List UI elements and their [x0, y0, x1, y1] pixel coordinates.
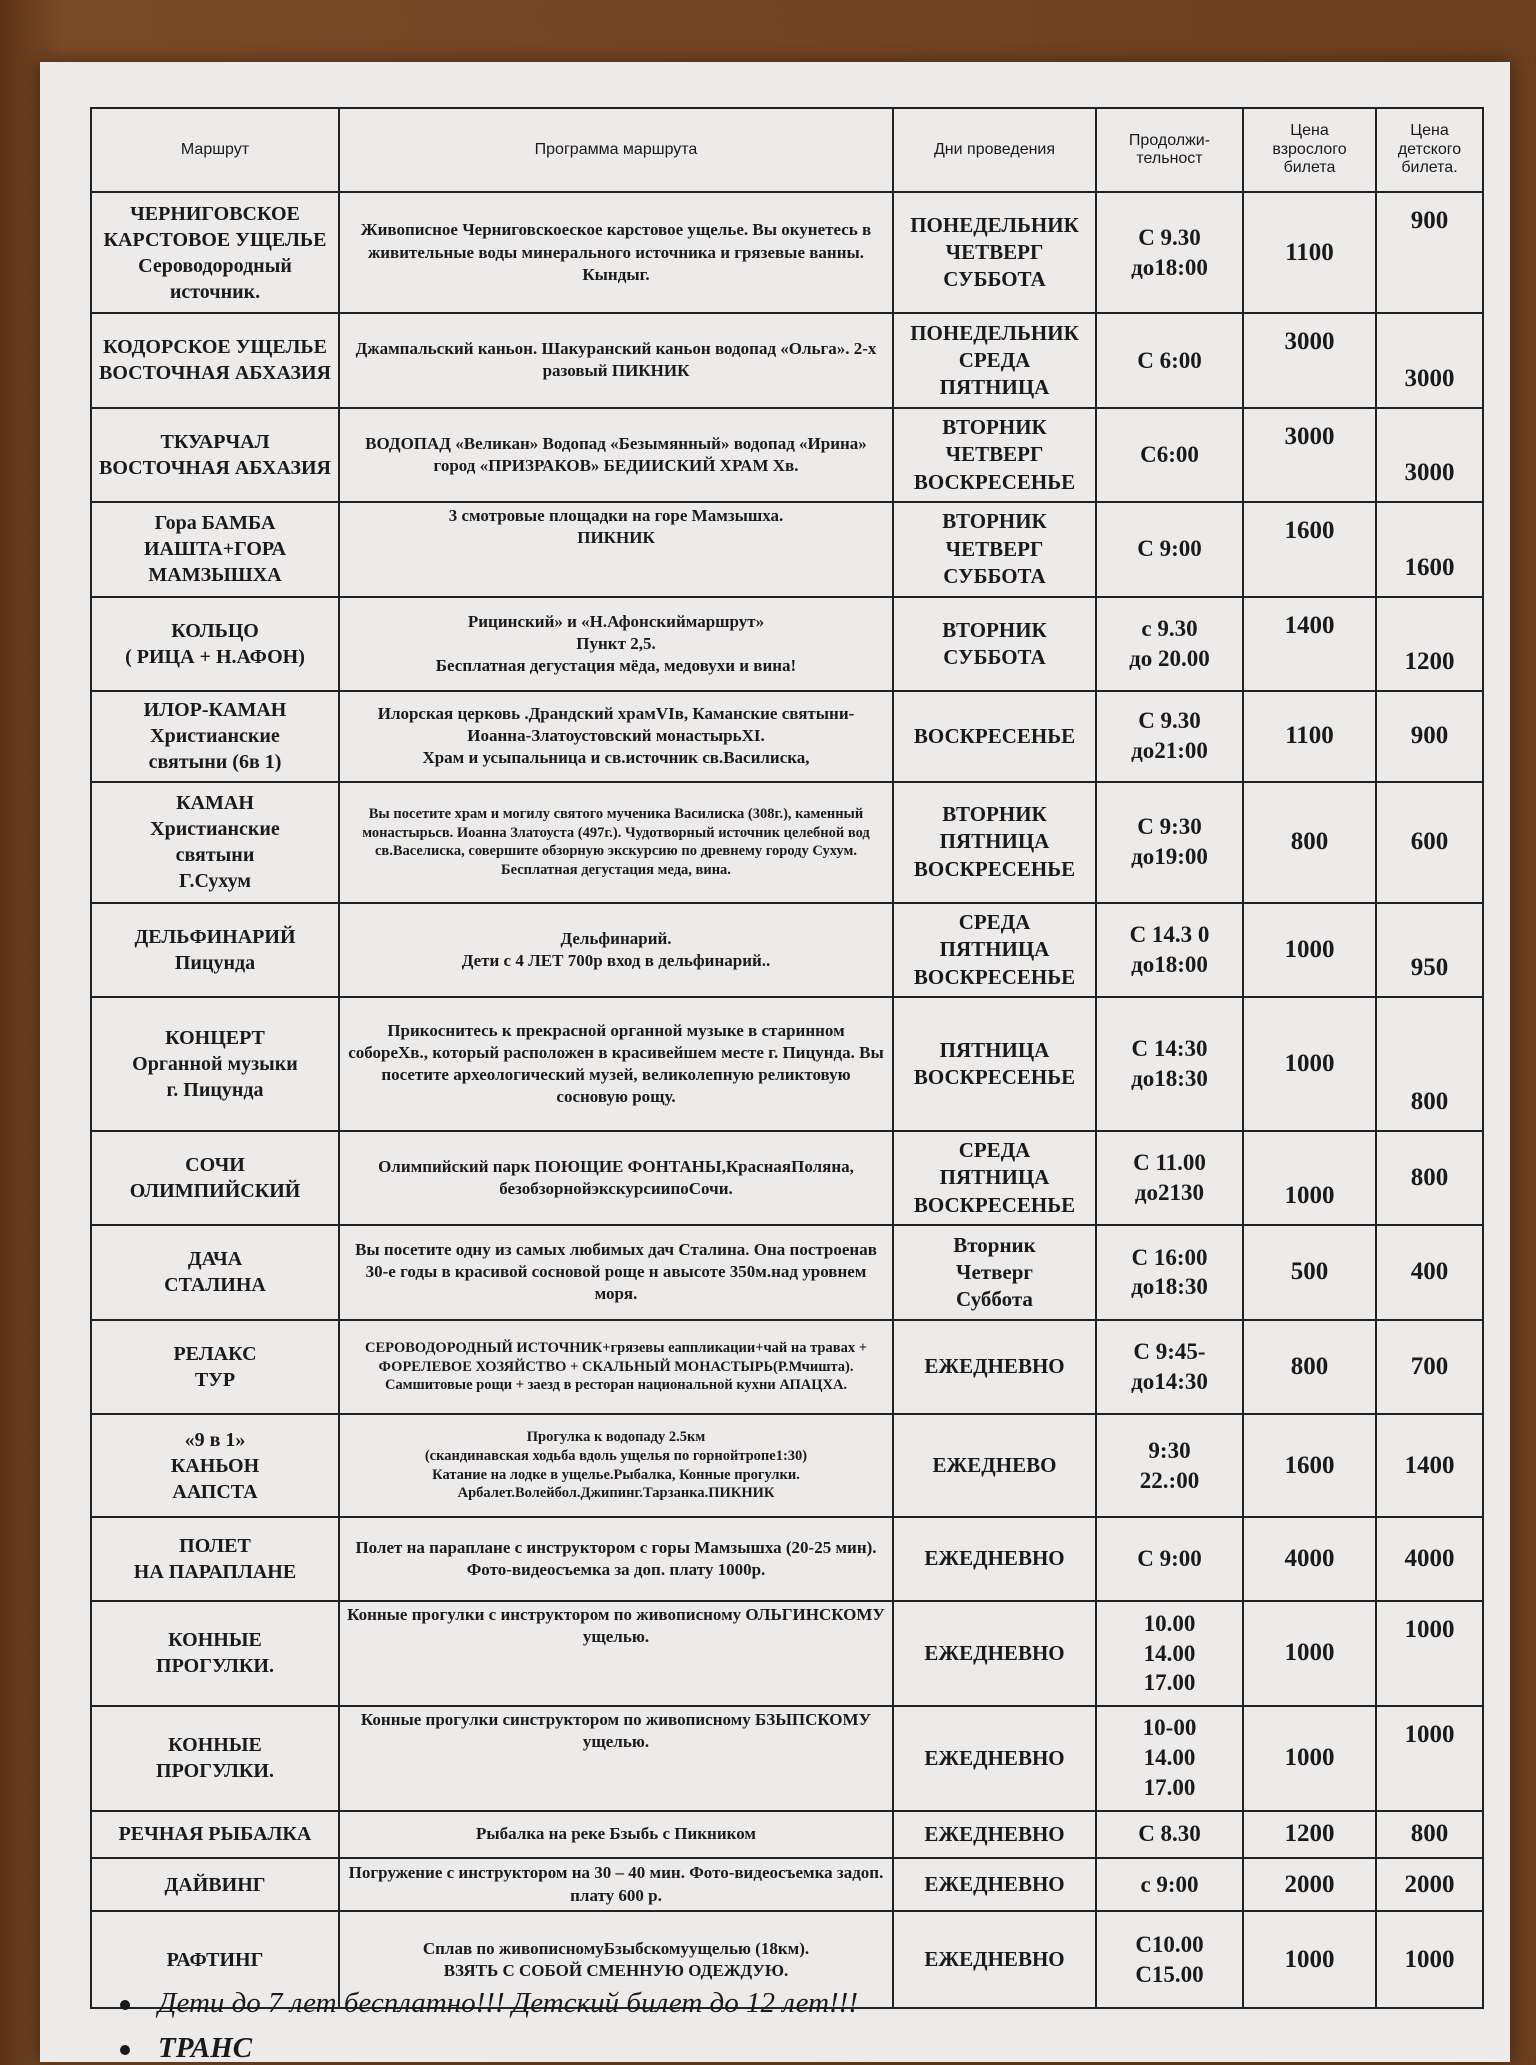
days-cell: ЕЖЕДНЕВНО — [893, 1811, 1096, 1858]
program-cell: Полет на параплане с инструктором с горы Мамзышха (20-25 мин). Фото-видеосъемка за доп. плату 1000р. — [339, 1517, 893, 1601]
header-program: Программа маршрута — [339, 108, 893, 192]
route-cell: ДЕЛЬФИНАРИЙ Пицунда — [91, 903, 339, 997]
program-cell: Сплав по живописномуБзыбскомуущелью (18км). ВЗЯТЬ С СОБОЙ СМЕННУЮ ОДЕЖДУЮ. — [339, 1911, 893, 2008]
days-cell: ПОНЕДЕЛЬНИК ЧЕТВЕРГ СУББОТА — [893, 192, 1096, 313]
program-cell: Конные прогулки синструктором по живописному БЗЫПСКОМУ ущелью. — [339, 1706, 893, 1811]
price-sheet — [40, 62, 1510, 2062]
route-cell: РЕЧНАЯ РЫБАЛКА — [91, 1811, 339, 1858]
table-row — [91, 1858, 1483, 1911]
days-cell: ЕЖЕДНЕВНО — [893, 1601, 1096, 1706]
duration-cell: С 16:00 до18:30 — [1096, 1225, 1243, 1319]
child-price-cell: 950 — [1376, 903, 1483, 997]
route-cell: КОННЫЕ ПРОГУЛКИ. — [91, 1706, 339, 1811]
route-cell: КОНЦЕРТ Органной музыки г. Пицунда — [91, 997, 339, 1131]
adult-price-cell: 800 — [1243, 1320, 1376, 1414]
child-price-cell: 400 — [1376, 1225, 1483, 1319]
excursion-table — [90, 107, 1484, 2009]
adult-price-cell: 2000 — [1243, 1858, 1376, 1911]
adult-price-cell: 3000 — [1243, 408, 1376, 502]
child-price-cell: 1000 — [1376, 1601, 1483, 1706]
table-row — [91, 691, 1483, 781]
bullet-icon — [120, 2000, 130, 2010]
header-days: Дни проведения — [893, 108, 1096, 192]
table-row — [91, 1706, 1483, 1811]
duration-cell: С 11.00 до2130 — [1096, 1131, 1243, 1225]
adult-price-cell: 1100 — [1243, 691, 1376, 781]
adult-price-cell: 1000 — [1243, 997, 1376, 1131]
route-cell: Гора БАМБА ИАШТА+ГОРА МАМЗЫШХА — [91, 502, 339, 596]
child-price-cell: 2000 — [1376, 1858, 1483, 1911]
days-cell: ЕЖЕДНЕВНО — [893, 1320, 1096, 1414]
table-row — [91, 782, 1483, 903]
program-cell: Конные прогулки с инструктором по живописному ОЛЬГИНСКОМУ ущелью. — [339, 1601, 893, 1706]
table-row — [91, 1601, 1483, 1706]
header-duration: Продолжи- тельност — [1096, 108, 1243, 192]
route-cell: ДАЧА СТАЛИНА — [91, 1225, 339, 1319]
adult-price-cell: 4000 — [1243, 1517, 1376, 1601]
route-cell: ЧЕРНИГОВСКОЕ КАРСТОВОЕ УЩЕЛЬЕ Сероводородный источник. — [91, 192, 339, 313]
footer-note — [120, 1987, 858, 2020]
adult-price-cell: 1000 — [1243, 903, 1376, 997]
duration-cell: С 14:30 до18:30 — [1096, 997, 1243, 1131]
duration-cell: С 6:00 — [1096, 313, 1243, 407]
header-adult-price: Цена взрослого билета — [1243, 108, 1376, 192]
program-cell: Дельфинарий. Дети с 4 ЛЕТ 700р вход в дельфинарий.. — [339, 903, 893, 997]
adult-price-cell: 800 — [1243, 782, 1376, 903]
days-cell: ВТОРНИК ЧЕТВЕРГ СУББОТА — [893, 502, 1096, 596]
duration-cell: С 14.3 0 до18:00 — [1096, 903, 1243, 997]
days-cell: ВТОРНИК СУББОТА — [893, 597, 1096, 691]
table-row — [91, 1225, 1483, 1319]
header-route: Маршрут — [91, 108, 339, 192]
child-price-cell: 800 — [1376, 1811, 1483, 1858]
child-price-cell: 1200 — [1376, 597, 1483, 691]
route-cell: СОЧИ ОЛИМПИЙСКИЙ — [91, 1131, 339, 1225]
days-cell: ВОСКРЕСЕНЬЕ — [893, 691, 1096, 781]
table-row — [91, 313, 1483, 407]
program-cell: Вы посетите храм и могилу святого мученика Василиска (308г.), каменный монастырьсв. Иоанна Златоуста (497г.). Чудотворный источник целебной вод св.Васелиска, совершите обзорную экскурсию по древнему городу Сухум. Бесплатная дегустация меда, вина. — [339, 782, 893, 903]
adult-price-cell: 1100 — [1243, 192, 1376, 313]
days-cell: ЕЖЕДНЕВНО — [893, 1517, 1096, 1601]
adult-price-cell: 1400 — [1243, 597, 1376, 691]
days-cell: ЕЖЕДНЕВО — [893, 1414, 1096, 1517]
child-price-cell: 700 — [1376, 1320, 1483, 1414]
program-cell: Рицинский» и «Н.Афонскиймаршрут» Пункт 2,5. Бесплатная дегустация мёда, медовухи и вина! — [339, 597, 893, 691]
days-cell: ПЯТНИЦА ВОСКРЕСЕНЬЕ — [893, 997, 1096, 1131]
header-child-price: Цена детского билета. — [1376, 108, 1483, 192]
duration-cell: 10-00 14.00 17.00 — [1096, 1706, 1243, 1811]
table-row — [91, 1517, 1483, 1601]
child-price-cell: 4000 — [1376, 1517, 1483, 1601]
duration-cell: С 9:00 — [1096, 1517, 1243, 1601]
route-cell: «9 в 1» КАНЬОН ААПСТА — [91, 1414, 339, 1517]
route-cell: ДАЙВИНГ — [91, 1858, 339, 1911]
table-body — [91, 192, 1483, 2008]
route-cell: КОННЫЕ ПРОГУЛКИ. — [91, 1601, 339, 1706]
route-cell: КАМАН Христианские святыни Г.Сухум — [91, 782, 339, 903]
table-row — [91, 997, 1483, 1131]
adult-price-cell: 500 — [1243, 1225, 1376, 1319]
duration-cell: с 9.30 до 20.00 — [1096, 597, 1243, 691]
duration-cell: С 8.30 — [1096, 1811, 1243, 1858]
days-cell: ПОНЕДЕЛЬНИК СРЕДА ПЯТНИЦА — [893, 313, 1096, 407]
duration-cell: 9:30 22.:00 — [1096, 1414, 1243, 1517]
table-row — [91, 408, 1483, 502]
program-cell: Погружение с инструктором на 30 – 40 мин. Фото-видеосъемка задоп. плату 600 р. — [339, 1858, 893, 1911]
duration-cell: С 9.30 до21:00 — [1096, 691, 1243, 781]
child-price-cell: 800 — [1376, 1131, 1483, 1225]
table-row — [91, 1811, 1483, 1858]
route-cell: ПОЛЕТ НА ПАРАПЛАНЕ — [91, 1517, 339, 1601]
child-price-cell: 900 — [1376, 691, 1483, 781]
adult-price-cell: 1600 — [1243, 502, 1376, 596]
table-row — [91, 192, 1483, 313]
route-cell: ТКУАРЧАЛ ВОСТОЧНАЯ АБХАЗИЯ — [91, 408, 339, 502]
duration-cell: С6:00 — [1096, 408, 1243, 502]
table-row — [91, 1320, 1483, 1414]
adult-price-cell: 1000 — [1243, 1911, 1376, 2008]
child-price-cell: 1600 — [1376, 502, 1483, 596]
program-cell: Вы посетите одну из самых любимых дач Сталина. Она построенав 30-е годы в красивой сосновой роще н авысоте 350м.над уровнем моря. — [339, 1225, 893, 1319]
days-cell: ЕЖЕДНЕВНО — [893, 1911, 1096, 2008]
duration-cell: с 9:00 — [1096, 1858, 1243, 1911]
duration-cell: С 9.30 до18:00 — [1096, 192, 1243, 313]
table-row — [91, 597, 1483, 691]
program-cell: СЕРОВОДОРОДНЫЙ ИСТОЧНИК+грязевы еаппликации+чай на травах + ФОРЕЛЕВОЕ ХОЗЯЙСТВО + СКАЛЬНЫЙ МОНАСТЫРЬ(Р.Мчишта). Самшитовые рощи + заезд в ресторан национальной кухни АПАЦХА. — [339, 1320, 893, 1414]
program-cell: 3 смотровые площадки на горе Мамзышха. ПИКНИК — [339, 502, 893, 596]
program-cell: Олимпийский парк ПОЮЩИЕ ФОНТАНЫ,КраснаяПоляна, безобзорнойэкскурсиипоСочи. — [339, 1131, 893, 1225]
child-price-cell: 1000 — [1376, 1706, 1483, 1811]
child-price-cell: 3000 — [1376, 313, 1483, 407]
child-price-cell: 900 — [1376, 192, 1483, 313]
table-row — [91, 1414, 1483, 1517]
footer-note-2 — [120, 2032, 252, 2065]
days-cell: ВТОРНИК ПЯТНИЦА ВОСКРЕСЕНЬЕ — [893, 782, 1096, 903]
duration-cell: С 9:00 — [1096, 502, 1243, 596]
program-cell: ВОДОПАД «Великан» Водопад «Безымянный» водопад «Ирина» город «ПРИЗРАКОВ» БЕДИИСКИЙ ХРАМ Хв. — [339, 408, 893, 502]
adult-price-cell: 1600 — [1243, 1414, 1376, 1517]
table-row — [91, 502, 1483, 596]
duration-cell: С 9:45- до14:30 — [1096, 1320, 1243, 1414]
program-cell: Прогулка к водопаду 2.5км (скандинавская ходьба вдоль ущелья по горнойтропе1:30) Катание на лодке в ущелье.Рыбалка, Конные прогулки. Арбалет.Волейбол.Джипинг.Тарзанка.ПИКНИК — [339, 1414, 893, 1517]
program-cell: Прикоснитесь к прекрасной органной музыке в старинном собореХв., который расположен в красивейшем месте г. Пицунда. Вы посетите археологический музей, великолепную реликтовую сосновую рощу. — [339, 997, 893, 1131]
adult-price-cell: 3000 — [1243, 313, 1376, 407]
adult-price-cell: 1200 — [1243, 1811, 1376, 1858]
footer-note-text: Дети до 7 лет бесплатно!!! Детский билет до 12 лет!!! — [158, 1987, 858, 2019]
program-cell: Джампальский каньон. Шакуранский каньон водопад «Ольга». 2-х разовый ПИКНИК — [339, 313, 893, 407]
child-price-cell: 3000 — [1376, 408, 1483, 502]
child-price-cell: 800 — [1376, 997, 1483, 1131]
days-cell: СРЕДА ПЯТНИЦА ВОСКРЕСЕНЬЕ — [893, 1131, 1096, 1225]
days-cell: ЕЖЕДНЕВНО — [893, 1706, 1096, 1811]
route-cell: ИЛОР-КАМАН Христианские святыни (6в 1) — [91, 691, 339, 781]
child-price-cell: 1000 — [1376, 1911, 1483, 2008]
child-price-cell: 1400 — [1376, 1414, 1483, 1517]
duration-cell: С10.00 С15.00 — [1096, 1911, 1243, 2008]
days-cell: ЕЖЕДНЕВНО — [893, 1858, 1096, 1911]
route-cell: КОДОРСКОЕ УЩЕЛЬЕ ВОСТОЧНАЯ АБХАЗИЯ — [91, 313, 339, 407]
child-price-cell: 600 — [1376, 782, 1483, 903]
adult-price-cell: 1000 — [1243, 1601, 1376, 1706]
header-row — [91, 108, 1483, 192]
days-cell: СРЕДА ПЯТНИЦА ВОСКРЕСЕНЬЕ — [893, 903, 1096, 997]
adult-price-cell: 1000 — [1243, 1706, 1376, 1811]
days-cell: Вторник Четверг Суббота — [893, 1225, 1096, 1319]
duration-cell: 10.00 14.00 17.00 — [1096, 1601, 1243, 1706]
table-row — [91, 1131, 1483, 1225]
program-cell: Рыбалка на реке Бзыбь с Пикником — [339, 1811, 893, 1858]
route-cell: РЕЛАКС ТУР — [91, 1320, 339, 1414]
footer-note-2-text: ТРАНС — [158, 2032, 253, 2064]
program-cell: Илорская церковь .Драндский храмVIв, Каманские святыни-Иоанна-Златоустовский монастырьXI. Храм и усыпальница и св.источник св.Василиска, — [339, 691, 893, 781]
adult-price-cell: 1000 — [1243, 1131, 1376, 1225]
route-cell: РАФТИНГ — [91, 1911, 339, 2008]
program-cell: Живописное Черниговскоеское карстовое ущелье. Вы окунетесь в живительные воды минерального источника и грязевые ванны. Кындыг. — [339, 192, 893, 313]
bullet-icon — [120, 2045, 130, 2055]
days-cell: ВТОРНИК ЧЕТВЕРГ ВОСКРЕСЕНЬЕ — [893, 408, 1096, 502]
duration-cell: С 9:30 до19:00 — [1096, 782, 1243, 903]
table-row — [91, 903, 1483, 997]
route-cell: КОЛЬЦО ( РИЦА + Н.АФОН) — [91, 597, 339, 691]
